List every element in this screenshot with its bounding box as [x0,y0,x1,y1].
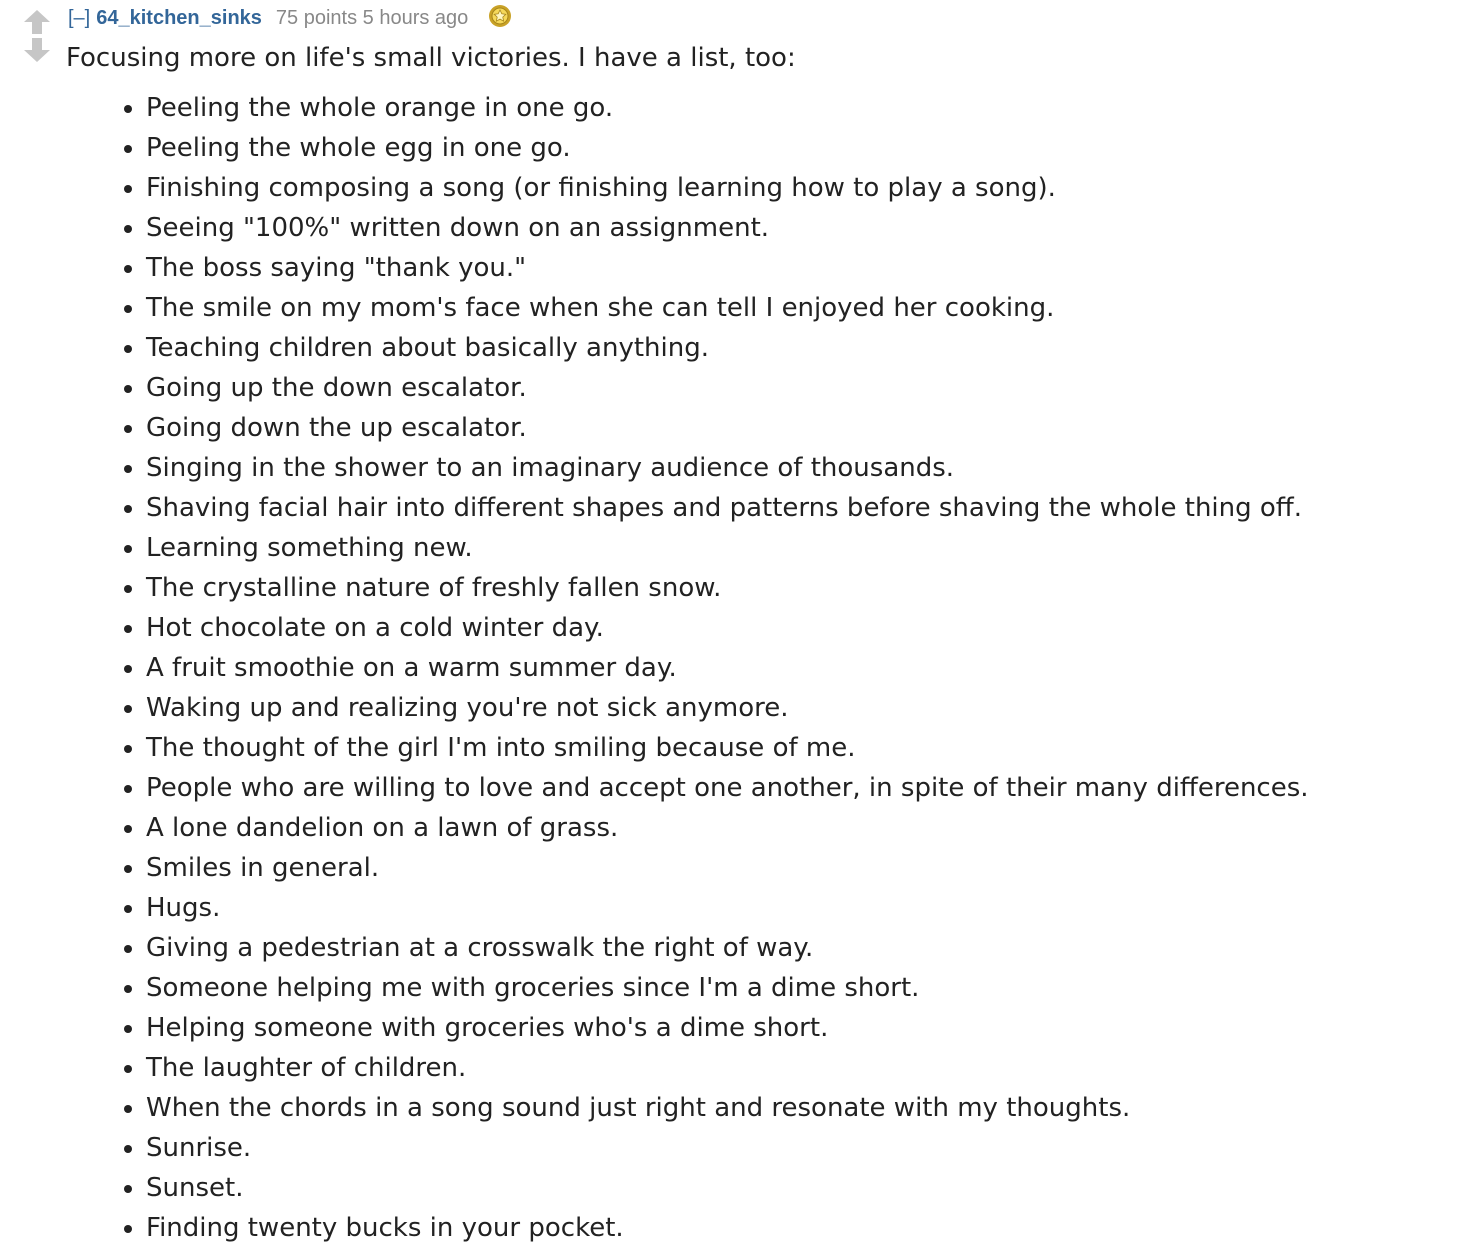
score: 75 points [275,7,358,29]
list-item: • Going down the up escalator. [146,408,1309,448]
timestamp[interactable]: 5 hours ago [362,7,469,29]
list-item: • Hot chocolate on a cold winter day. [146,608,1309,648]
vote-controls [22,8,52,68]
list-item: • Sunset. [146,1168,1309,1208]
list-item: • Peeling the whole egg in one go. [146,128,1309,168]
list-item: • Learning something new. [146,528,1309,568]
list-item: • Finding twenty bucks in your pocket. [146,1208,1309,1248]
list-item: • When the chords in a song sound just right and resonate with my thoughts. [146,1088,1309,1128]
list-item: • Teaching children about basically anything. [146,328,1309,368]
comment-intro: Focusing more on life's small victories. I have a list, too: [66,43,796,73]
list-item: • Giving a pedestrian at a crosswalk the right of way. [146,928,1309,968]
list-item: • Waking up and realizing you're not sick anymore. [146,688,1309,728]
list-item: • A fruit smoothie on a warm summer day. [146,648,1309,688]
list-item: • A lone dandelion on a lawn of grass. [146,808,1309,848]
author-link[interactable]: 64_kitchen_sinks [96,7,262,29]
comment-tagline [68,4,512,31]
collapse-toggle[interactable]: [–] [68,7,91,29]
list-item: • The boss saying "thank you." [146,248,1309,288]
list-item: • Shaving facial hair into different shapes and patterns before shaving the whole thing off. [146,488,1309,528]
list-item: • Helping someone with groceries who's a dime short. [146,1008,1309,1048]
list-item: • Singing in the shower to an imaginary audience of thousands. [146,448,1309,488]
list-item: • Someone helping me with groceries since I'm a dime short. [146,968,1309,1008]
list-item: • The smile on my mom's face when she can tell I enjoyed her cooking. [146,288,1309,328]
downvote-arrow-icon[interactable] [22,36,52,64]
list-item: • Sunrise. [146,1128,1309,1168]
victories-list [66,88,1309,1248]
list-item: • The crystalline nature of freshly fallen snow. [146,568,1309,608]
upvote-arrow-icon[interactable] [22,8,52,36]
list-item: • Hugs. [146,888,1309,928]
list-item: • People who are willing to love and accept one another, in spite of their many differences. [146,768,1309,808]
list-item: • Finishing composing a song (or finishing learning how to play a song). [146,168,1309,208]
list-item: • Smiles in general. [146,848,1309,888]
list-item: • Peeling the whole orange in one go. [146,88,1309,128]
list-item: • Seeing "100%" written down on an assignment. [146,208,1309,248]
list-item: • Going up the down escalator. [146,368,1309,408]
list-item: • The thought of the girl I'm into smiling because of me. [146,728,1309,768]
list-item: • The laughter of children. [146,1048,1309,1088]
gold-award-icon[interactable] [488,4,512,28]
